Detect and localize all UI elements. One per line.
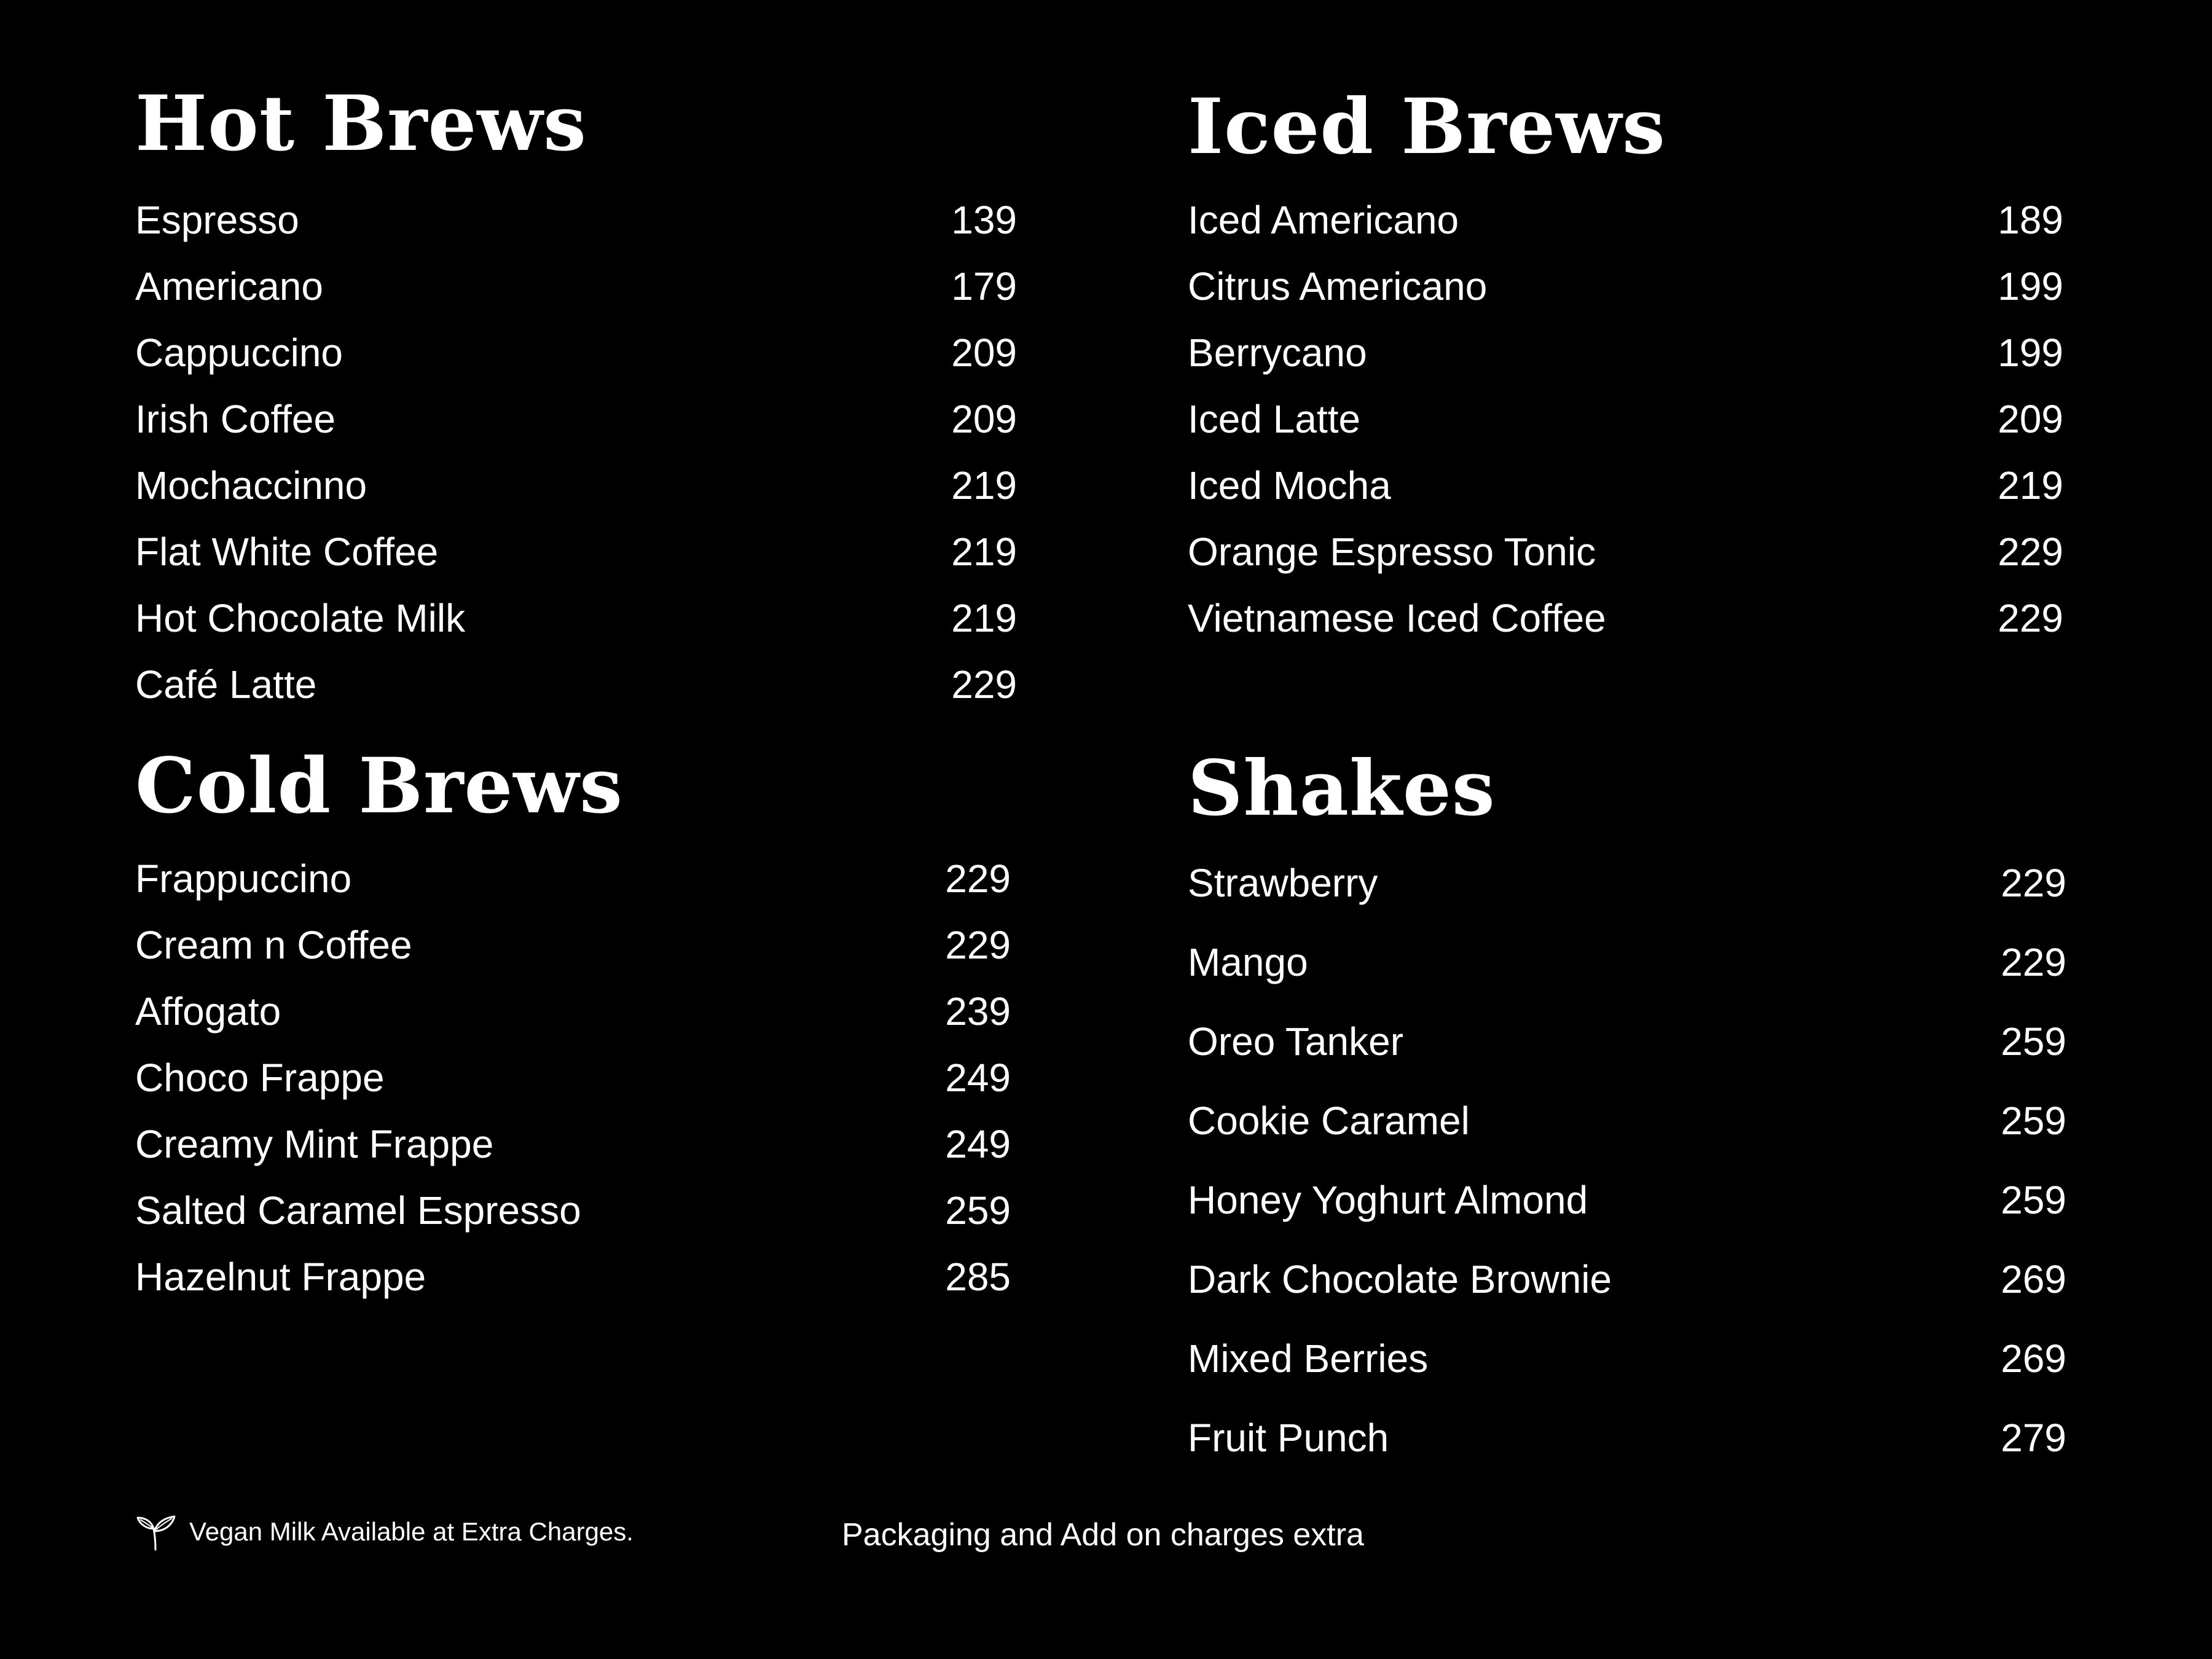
menu-item-price: 229 [1998,596,2063,640]
menu-item-price: 219 [1998,463,2063,508]
menu-item-price: 219 [951,596,1017,640]
menu-item-name: Frappuccino [135,857,352,901]
menu-item [1188,1413,2066,1462]
menu-item [135,394,1017,444]
menu-item-name: Mango [1188,940,1308,984]
packaging-note: Packaging and Add on charges extra [842,1517,1364,1553]
menu-item-price: 285 [945,1255,1011,1299]
menu-item-name: Salted Caramel Espresso [135,1188,581,1233]
menu-item-name: Strawberry [1188,861,1378,905]
menu-item-price: 239 [945,989,1011,1033]
menu-item [1188,1175,2066,1225]
menu-item-price: 209 [951,331,1017,375]
menu-item [135,1120,1011,1169]
menu-item [1188,461,2063,510]
menu-item-price: 139 [951,198,1017,242]
menu-item-name: Irish Coffee [135,397,336,441]
menu-item-price: 279 [2001,1416,2066,1460]
menu-item-name: Hazelnut Frappe [135,1255,426,1299]
menu-item [1188,1096,2066,1145]
menu-item-price: 249 [945,1056,1011,1100]
menu-item-name: Dark Chocolate Brownie [1188,1257,1612,1301]
menu-item-name: Iced Latte [1188,397,1361,441]
menu-item-price: 229 [2001,940,2066,984]
menu-item-price: 249 [945,1122,1011,1166]
menu-item-name: Cookie Caramel [1188,1099,1470,1143]
menu-item-price: 269 [2001,1336,2066,1381]
menu-item-name: Iced Americano [1188,198,1459,242]
menu-item-name: Orange Espresso Tonic [1188,530,1596,574]
menu-item-name: Affogato [135,989,281,1033]
menu-item-price: 189 [1998,198,2063,242]
menu-item-name: Espresso [135,198,299,242]
vegan-milk-note [135,1513,633,1551]
section-title-iced-brews: Iced Brews [1188,82,1666,171]
menu-item [1188,1255,2066,1304]
section-title-shakes: Shakes [1188,744,1496,833]
menu-item-price: 259 [2001,1099,2066,1143]
menu-item [135,461,1017,510]
menu-item-name: Oreo Tanker [1188,1019,1403,1064]
menu-item [1188,1017,2066,1066]
menu-item [135,660,1017,709]
menu-item-price: 259 [945,1188,1011,1233]
menu-item-name: Mochaccinno [135,463,367,508]
menu-item-price: 229 [2001,861,2066,905]
menu-item-name: Creamy Mint Frappe [135,1122,494,1166]
menu-item-price: 229 [945,923,1011,967]
menu-item-name: Hot Chocolate Milk [135,596,466,640]
menu-item [1188,858,2066,908]
menu-item [1188,938,2066,987]
section-title-cold-brews: Cold Brews [135,742,623,831]
menu-item [1188,195,2063,245]
menu-item [135,262,1017,311]
menu-item-price: 229 [1998,530,2063,574]
menu-item [135,1252,1011,1301]
menu-item-name: Vietnamese Iced Coffee [1188,596,1606,640]
menu-item-price: 209 [1998,397,2063,441]
menu-item [1188,527,2063,576]
vegan-milk-text: Vegan Milk Available at Extra Charges. [189,1517,633,1546]
menu-item [135,920,1011,970]
menu-item-price: 259 [2001,1019,2066,1064]
menu-item [135,1053,1011,1102]
menu-item [135,594,1017,643]
menu-item-price: 219 [951,463,1017,508]
menu-item [135,195,1017,245]
menu-item-price: 219 [951,530,1017,574]
menu-item-name: Cream n Coffee [135,923,412,967]
menu-item-name: Honey Yoghurt Almond [1188,1178,1588,1222]
sprout-icon [135,1513,178,1551]
menu-item-name: Berrycano [1188,331,1367,375]
menu-item [1188,1334,2066,1383]
menu-item [135,987,1011,1036]
menu-item-name: Citrus Americano [1188,264,1488,308]
menu-item-price: 229 [945,857,1011,901]
menu-item-name: Cappuccino [135,331,343,375]
menu-item-price: 209 [951,397,1017,441]
menu-item-price: 229 [951,662,1017,707]
menu-item-price: 199 [1998,331,2063,375]
menu-item [1188,594,2063,643]
menu-item [1188,394,2063,444]
menu-item-name: Fruit Punch [1188,1416,1389,1460]
menu-item-price: 269 [2001,1257,2066,1301]
menu-item [1188,328,2063,377]
menu-item-name: Choco Frappe [135,1056,385,1100]
menu-item-name: Flat White Coffee [135,530,439,574]
menu-item-price: 179 [951,264,1017,308]
menu-item [135,1186,1011,1235]
menu-item-name: Americano [135,264,323,308]
menu-item [135,328,1017,377]
menu-item-name: Café Latte [135,662,317,707]
menu-item-name: Iced Mocha [1188,463,1391,508]
menu-item-name: Mixed Berries [1188,1336,1429,1381]
menu-item [135,854,1011,903]
menu-item-price: 259 [2001,1178,2066,1222]
menu-item [1188,262,2063,311]
menu-item-price: 199 [1998,264,2063,308]
menu-item [135,527,1017,576]
section-title-hot-brews: Hot Brews [135,79,587,168]
